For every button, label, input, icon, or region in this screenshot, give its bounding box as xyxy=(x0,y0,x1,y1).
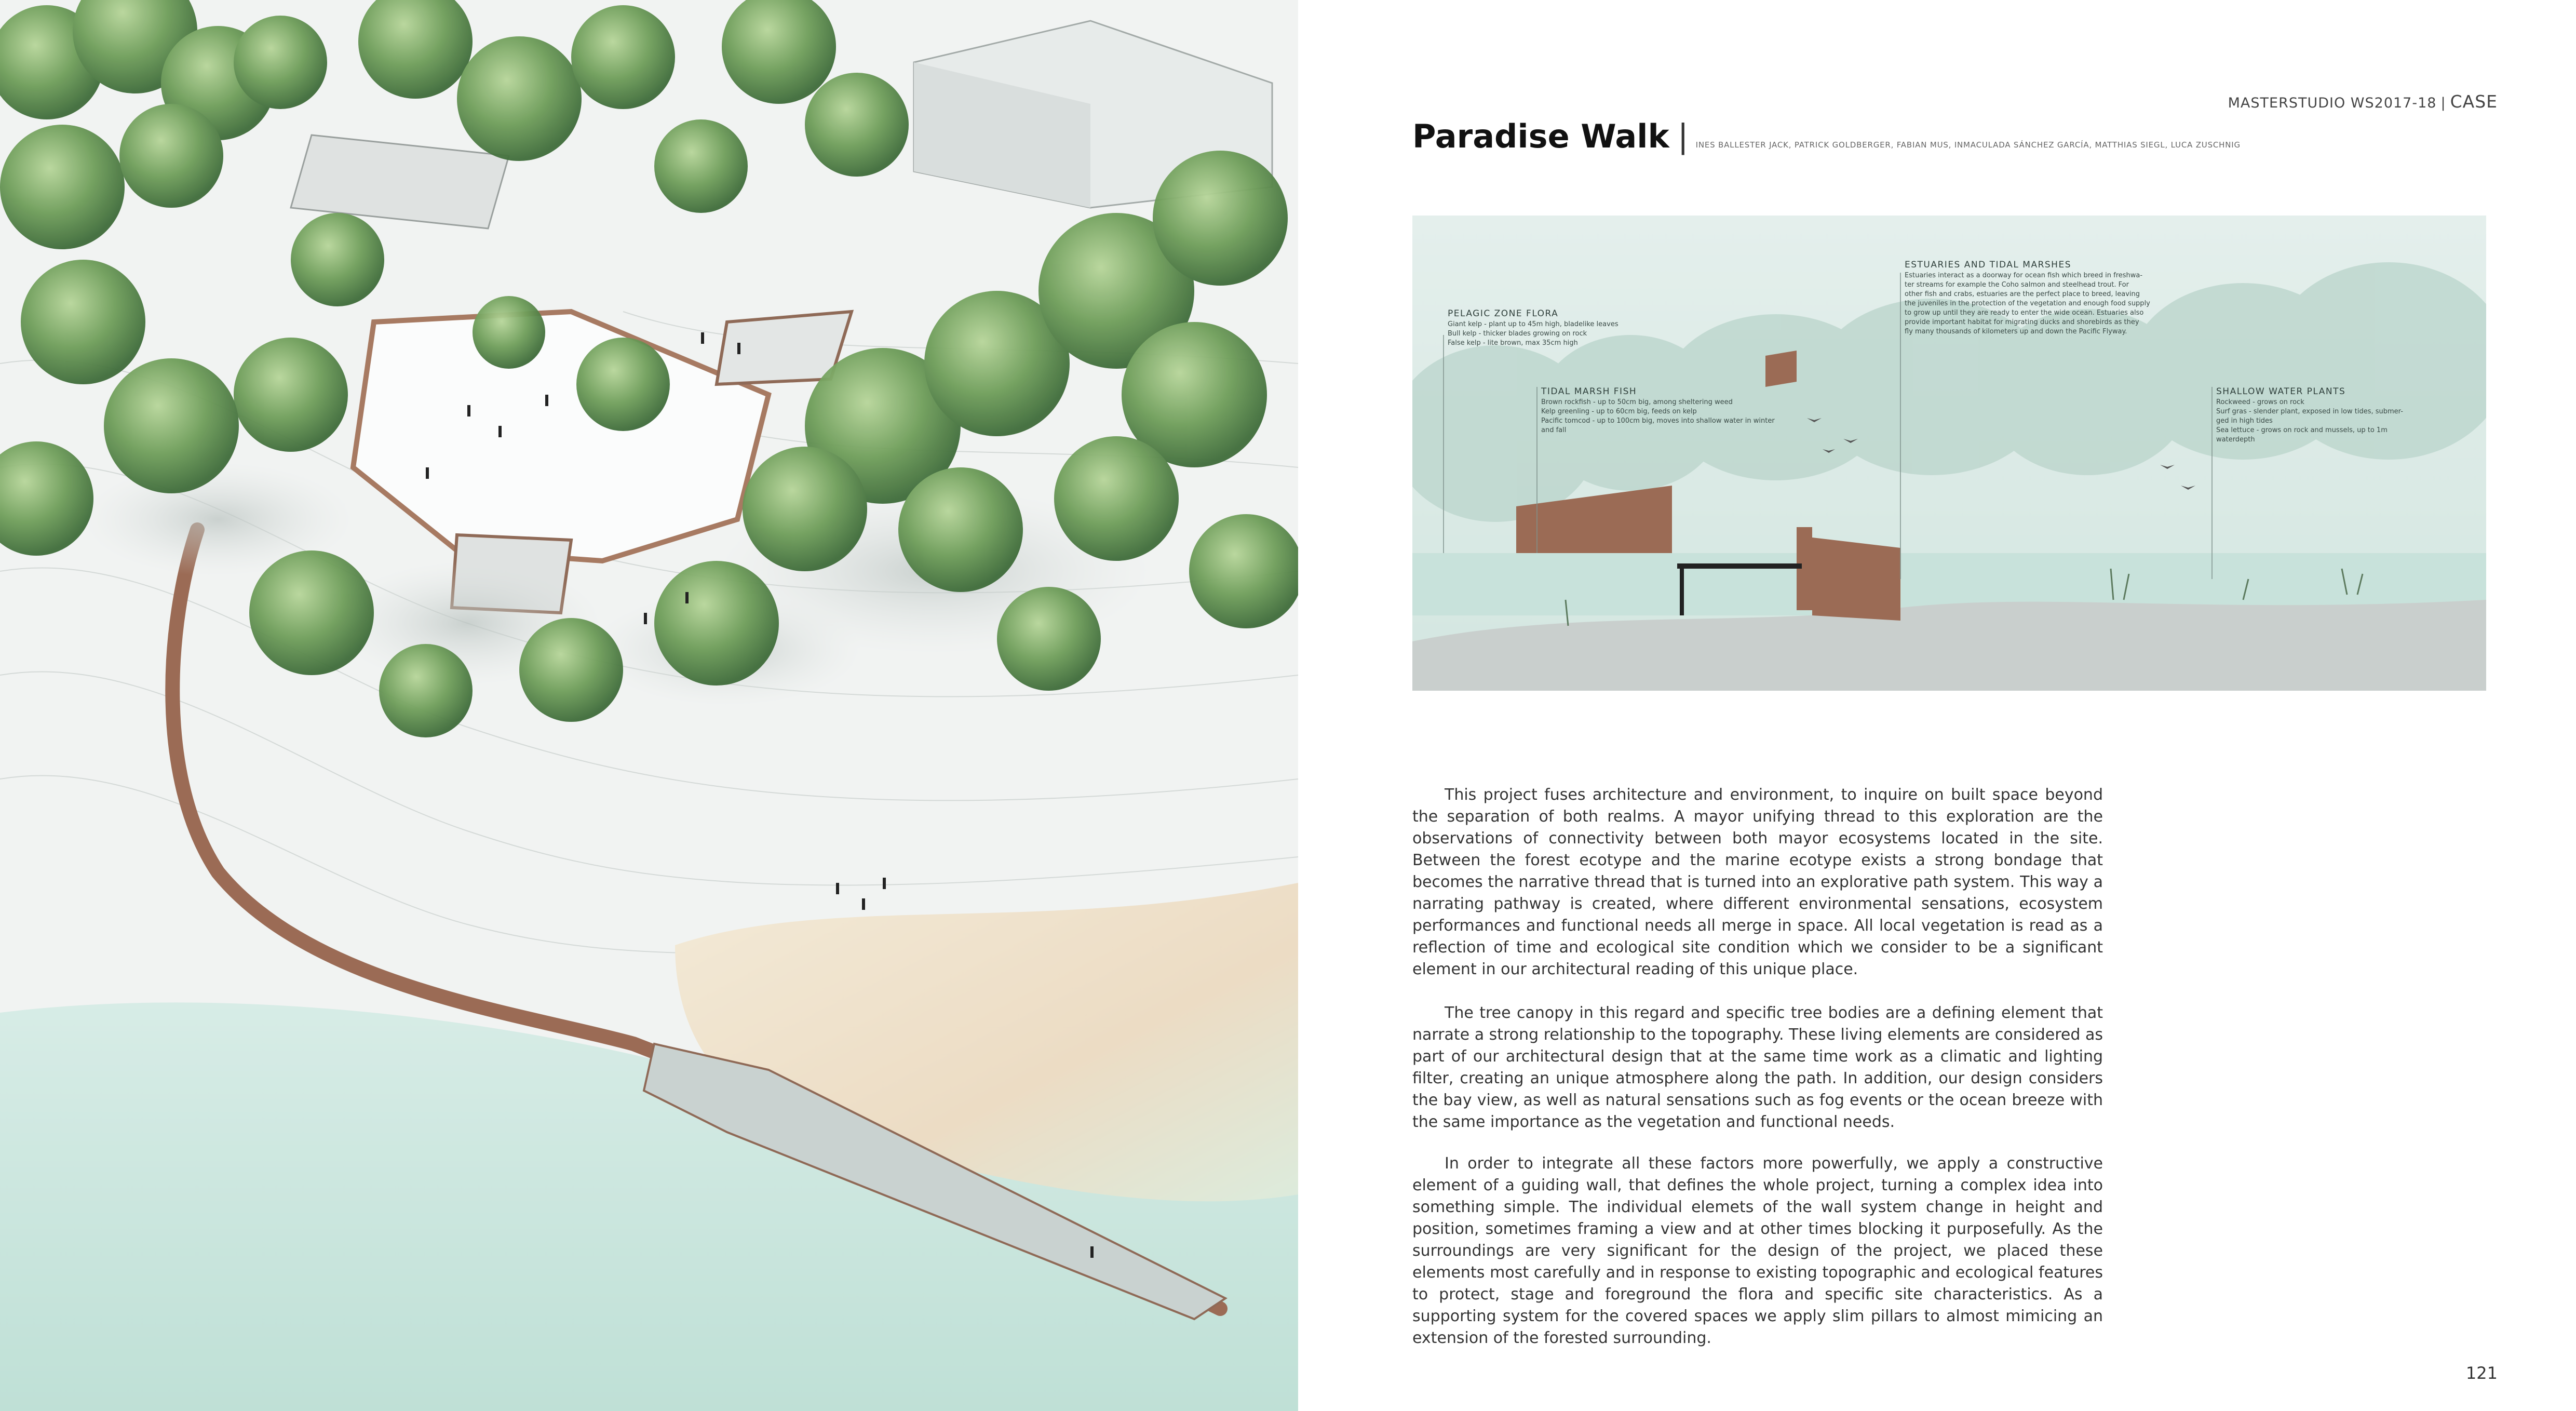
project-authors: INES BALLESTER JACK, PATRICK GOLDBERGER, FABIAN MUS, INMACULADA SÁNCHEZ GARCÍA, MATTHIAS SIEGL, LUCA ZUSCHNIG xyxy=(1695,140,2241,150)
label-title: PELAGIC ZONE FLORA xyxy=(1448,308,1559,319)
body-paragraph xyxy=(1412,1153,2103,1349)
label-title: SHALLOW WATER PLANTS xyxy=(2216,386,2346,397)
label-line: False kelp - lite brown, max 35cm high xyxy=(1448,339,1578,347)
label-line: the juveniles in the protection of the vegetation and enough food supply xyxy=(1905,300,2150,307)
header-separator: | xyxy=(2440,95,2446,111)
paragraph-text: The tree canopy in this regard and specific tree bodies are a defining element that narrate a strong relationship to the topography. These living elements are considered as part of our architectural design that at the same time work as a climatic and lighting filter, creating an unique atmosphere along the path. In addition, our design considers the bay view, as well as natural sensations such as fog events or the ocean breeze with the same importance as the vegetation and functional needs. xyxy=(1412,1004,2103,1131)
title-separator: | xyxy=(1677,117,1689,155)
label-estuaries xyxy=(1905,260,2150,337)
label-line: provide important habitat for migrating ducks and shorebirds as they xyxy=(1905,318,2139,326)
title-block xyxy=(1412,117,2241,155)
viewing-platform xyxy=(1677,563,1802,569)
paragraph-text: This project fuses architecture and environment, to inquire on built space beyond the separation of both realms. A mayor unifying thread to this exploration are the observations of connectivity between both mayor ecosystems located in the site. Between the forest ecotype and the marine ecotype exists a strong bondage that becomes the narrative thread that is turned into an explorative path system. This way a narrating pathway is created, where different environmental sensations, ecosystem performances and functional needs all merge in space. All local vegetation is read as a reflection of time and ecological site condition which we consider to be a significant element in our architectural reading of this unique place. xyxy=(1412,786,2103,978)
project-title: Paradise Walk xyxy=(1412,117,1669,155)
page-header xyxy=(2228,91,2498,112)
body-paragraph xyxy=(1412,1002,2103,1133)
body-paragraph xyxy=(1412,784,2103,980)
label-line: other fish and crabs, estuaries are the perfect place to breed, leaving xyxy=(1905,290,2140,298)
paragraph-text: In order to integrate all these factors more powerfully, we apply a constructive element of a guiding wall, that defines the whole project, turning a complex idea into something simple. The individual elemets of the wall system change in height and position, sometimes framing a view and at other times blocking it purposefully. As the surroundings are very significant for the design of the project, we placed these elements most carefully and in response to existing topographic and ecological features to protect, stage and foreground the flora and specific site characteristics. As a supporting system for the covered spaces we apply slim pillars to almost mimicing an extension of the forested surrounding. xyxy=(1412,1154,2103,1347)
studio-label: MASTERSTUDIO WS2017-18 xyxy=(2228,95,2437,111)
label-line: to grow up until they are ready to enter the wide ocean. Estuaries also xyxy=(1905,309,2144,317)
label-line: Kelp greenling - up to 60cm big, feeds on kelp xyxy=(1541,408,1697,415)
label-line: waterdepth xyxy=(2216,436,2255,444)
platform-pillar xyxy=(1680,569,1684,615)
label-shallow-water-plants xyxy=(2216,387,2403,445)
label-title: TIDAL MARSH FISH xyxy=(1541,386,1637,397)
label-line: Estuaries interact as a doorway for ocean fish which breed in freshwa- xyxy=(1905,272,2143,279)
label-pelagic-zone-flora xyxy=(1448,309,1619,348)
page-number: 121 xyxy=(2465,1363,2498,1383)
label-title: ESTUARIES AND TIDAL MARSHES xyxy=(1905,260,2071,270)
label-tidal-marsh-fish xyxy=(1541,387,1775,435)
label-line: ter streams for example the Coho salmon and steelhead trout. For xyxy=(1905,281,2129,289)
label-line: Sea lettuce - grows on rock and mussels, up to 1m xyxy=(2216,426,2388,434)
section-label: CASE xyxy=(2450,91,2498,112)
label-line: and fall xyxy=(1541,426,1567,434)
label-line: Giant kelp - plant up to 45m high, bladelike leaves xyxy=(1448,320,1619,328)
label-line: fly many thousands of kilometers up and down the Pacific Flyway. xyxy=(1905,328,2127,335)
label-line: ged in high tides xyxy=(2216,417,2273,425)
label-line: Pacific tomcod - up to 100cm big, moves into shallow water in winter xyxy=(1541,417,1775,425)
label-line: Rockweed - grows on rock xyxy=(2216,398,2304,406)
label-line: Bull kelp - thicker blades growing on rock xyxy=(1448,330,1587,338)
label-line: Surf gras - slender plant, exposed in low tides, submer- xyxy=(2216,408,2403,415)
section-illustration xyxy=(1412,216,2486,691)
label-line: Brown rockfish - up to 50cm big, among sheltering weed xyxy=(1541,398,1733,406)
